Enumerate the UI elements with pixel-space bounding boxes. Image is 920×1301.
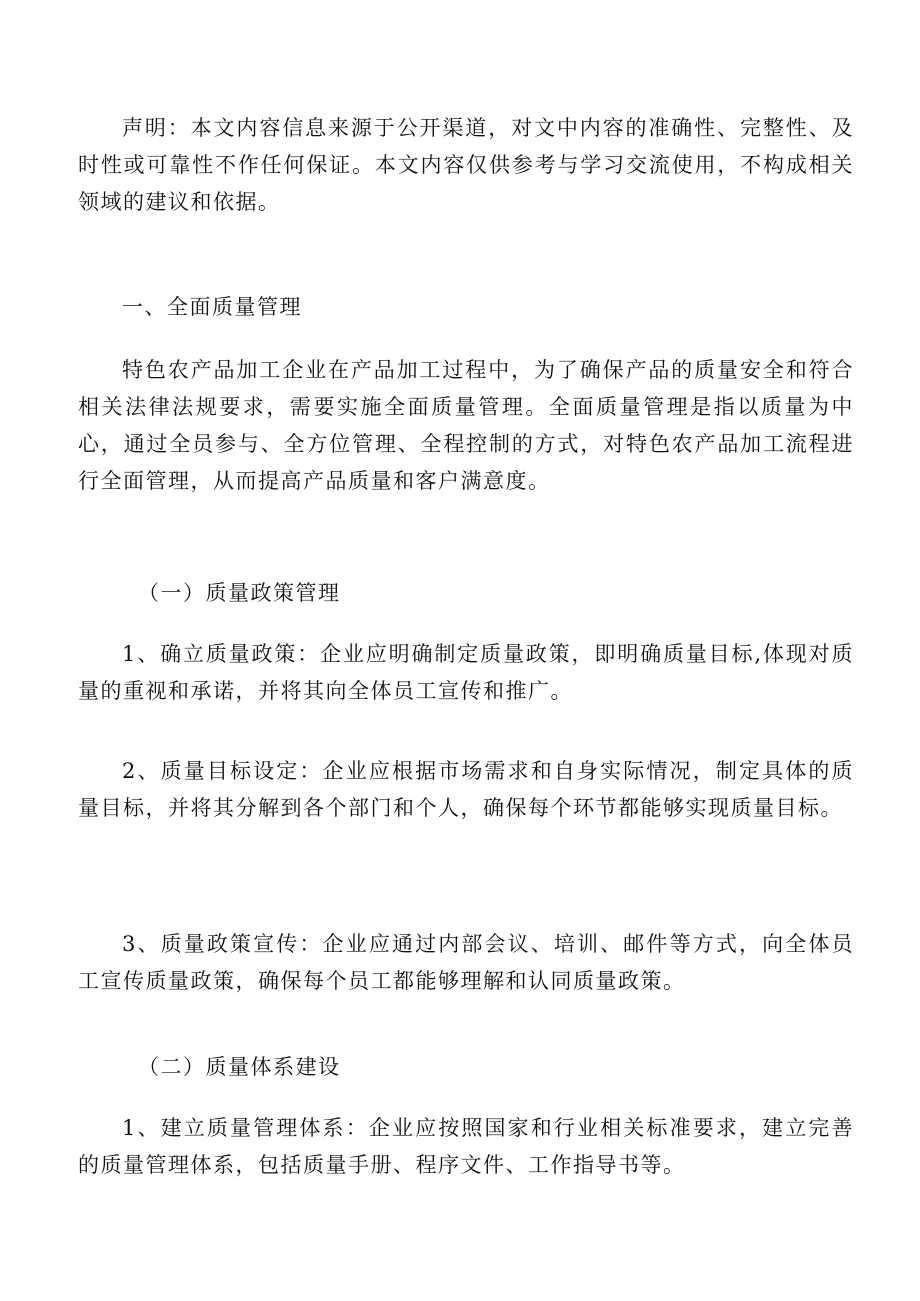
subsection-1-item-3: 3、质量政策宣传：企业应通过内部会议、培训、邮件等方式，向全体员工宣传质量政策，确保每个员工都能够理解和认同质量政策。 bbox=[78, 932, 854, 993]
disclaimer-paragraph: 声明：本文内容信息来源于公开渠道，对文中内容的准确性、完整性、及时性或可靠性不作任何保证。本文内容仅供参考与学习交流使用，不构成相关领域的建议和依据。 bbox=[78, 116, 854, 214]
subsection-heading-1: （一）质量政策管理 bbox=[138, 581, 341, 605]
subsection-heading-2: （二）质量体系建设 bbox=[138, 1055, 341, 1079]
subsection-1-item-2: 2、质量目标设定：企业应根据市场需求和自身实际情况，制定具体的质量目标，并将其分解到各个部门和个人，确保每个环节都能够实现质量目标。 bbox=[78, 759, 854, 820]
section-1-intro-paragraph: 特色农产品加工企业在产品加工过程中，为了确保产品的质量安全和符合相关法律法规要求，需要实施全面质量管理。全面质量管理是指以质量为中心，通过全员参与、全方位管理、全程控制的方式，对特色农产品加工流程进行全面管理，从而提高产品质量和客户满意度。 bbox=[78, 358, 854, 493]
subsection-2-item-1: 1、建立质量管理体系：企业应按照国家和行业相关标准要求，建立完善的质量管理体系，包括质量手册、程序文件、工作指导书等。 bbox=[78, 1116, 854, 1177]
section-heading-1: 一、全面质量管理 bbox=[122, 295, 302, 319]
subsection-1-item-1: 1、确立质量政策：企业应明确制定质量政策，即明确质量目标,体现对质量的重视和承诺，并将其向全体员工宣传和推广。 bbox=[78, 642, 854, 703]
